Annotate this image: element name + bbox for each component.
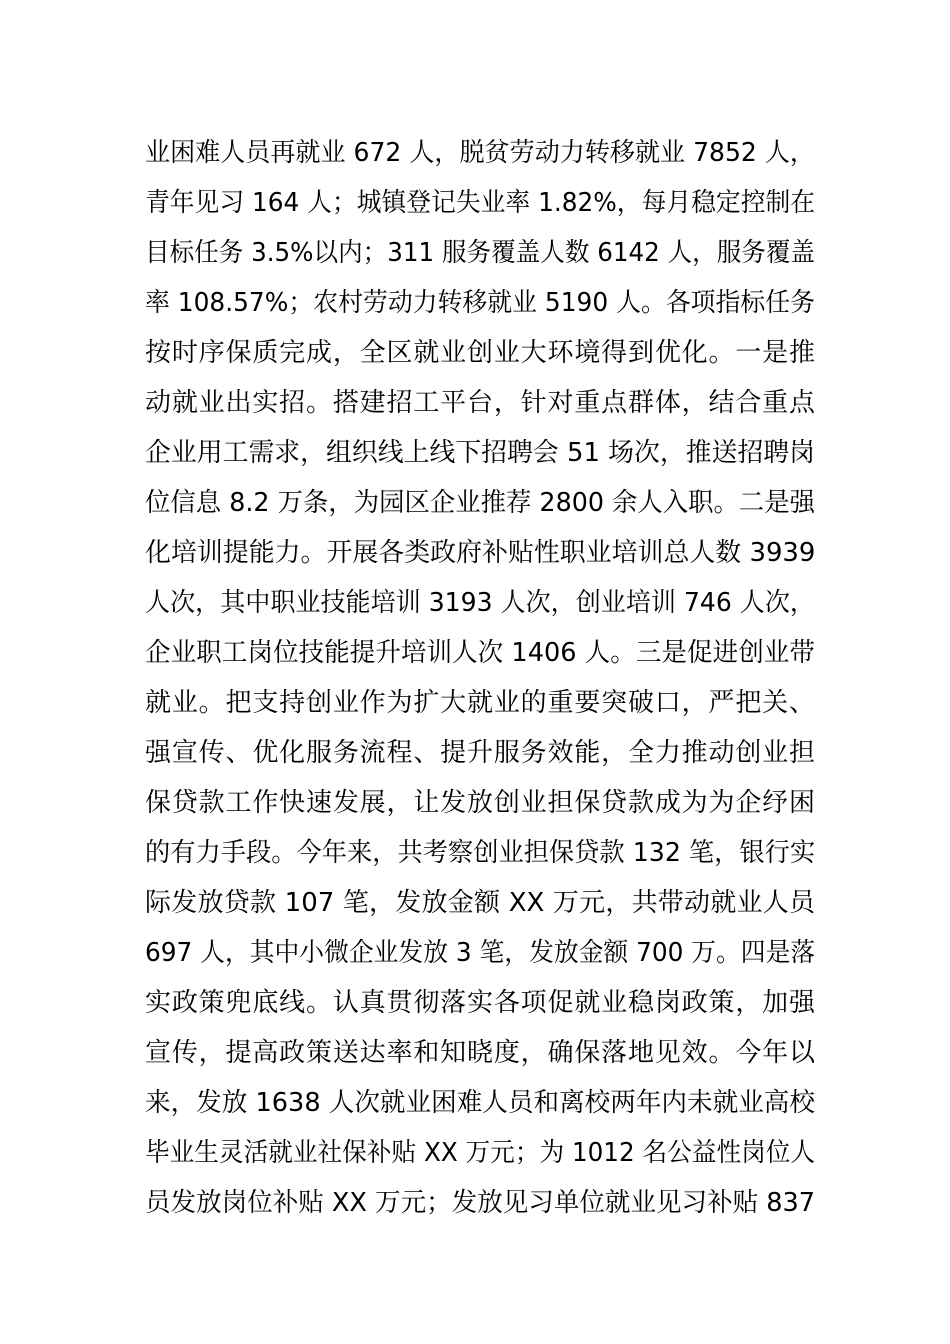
text-line: 人次，其中职业技能培训 3193 人次，创业培训 746 人次， — [145, 588, 815, 618]
text-line: 目标任务 3.5%以内；311 服务覆盖人数 6142 人，服务覆盖 — [145, 238, 816, 268]
text-line: 青年见习 164 人；城镇登记失业率 1.82%，每月稳定控制在 — [145, 188, 816, 218]
text-line: 位信息 8.2 万条，为园区企业推荐 2800 余人入职。二是强 — [145, 488, 816, 518]
text-line: 际发放贷款 107 笔，发放金额 XX 万元，共带动就业人员 — [145, 888, 815, 918]
text-line: 强宣传、优化服务流程、提升服务效能，全力推动创业担 — [145, 738, 815, 768]
text-line: 697 人，其中小微企业发放 3 笔，发放金额 700 万。四是落 — [145, 938, 816, 968]
text-line: 企业职工岗位技能提升培训人次 1406 人。三是促进创业带 — [145, 638, 815, 668]
text-line: 员发放岗位补贴 XX 万元；发放见习单位就业见习补贴 837 — [145, 1188, 816, 1218]
text-line: 业困难人员再就业 672 人，脱贫劳动力转移就业 7852 人， — [145, 138, 815, 168]
text-line: 按时序保质完成，全区就业创业大环境得到优化。一是推 — [145, 338, 815, 368]
text-line: 实政策兜底线。认真贯彻落实各项促就业稳岗政策，加强 — [145, 988, 815, 1018]
text-line: 宣传，提高政策送达率和知晓度，确保落地见效。今年以 — [145, 1038, 815, 1068]
body-paragraph — [145, 128, 815, 1228]
text-line: 率 108.57%；农村劳动力转移就业 5190 人。各项指标任务 — [145, 288, 816, 318]
text-line: 的有力手段。今年来，共考察创业担保贷款 132 笔，银行实 — [145, 838, 816, 868]
text-line: 毕业生灵活就业社保补贴 XX 万元；为 1012 名公益性岗位人 — [145, 1138, 816, 1168]
text-line: 就业。把支持创业作为扩大就业的重要突破口，严把关、 — [145, 688, 815, 718]
text-line: 动就业出实招。搭建招工平台，针对重点群体，结合重点 — [145, 388, 815, 418]
text-line: 企业用工需求，组织线上线下招聘会 51 场次，推送招聘岗 — [145, 438, 816, 468]
text-line: 保贷款工作快速发展，让发放创业担保贷款成为为企纾困 — [145, 788, 815, 818]
text-line: 来，发放 1638 人次就业困难人员和离校两年内未就业高校 — [145, 1088, 815, 1118]
text-line: 化培训提能力。开展各类政府补贴性职业培训总人数 3939 — [145, 538, 816, 568]
